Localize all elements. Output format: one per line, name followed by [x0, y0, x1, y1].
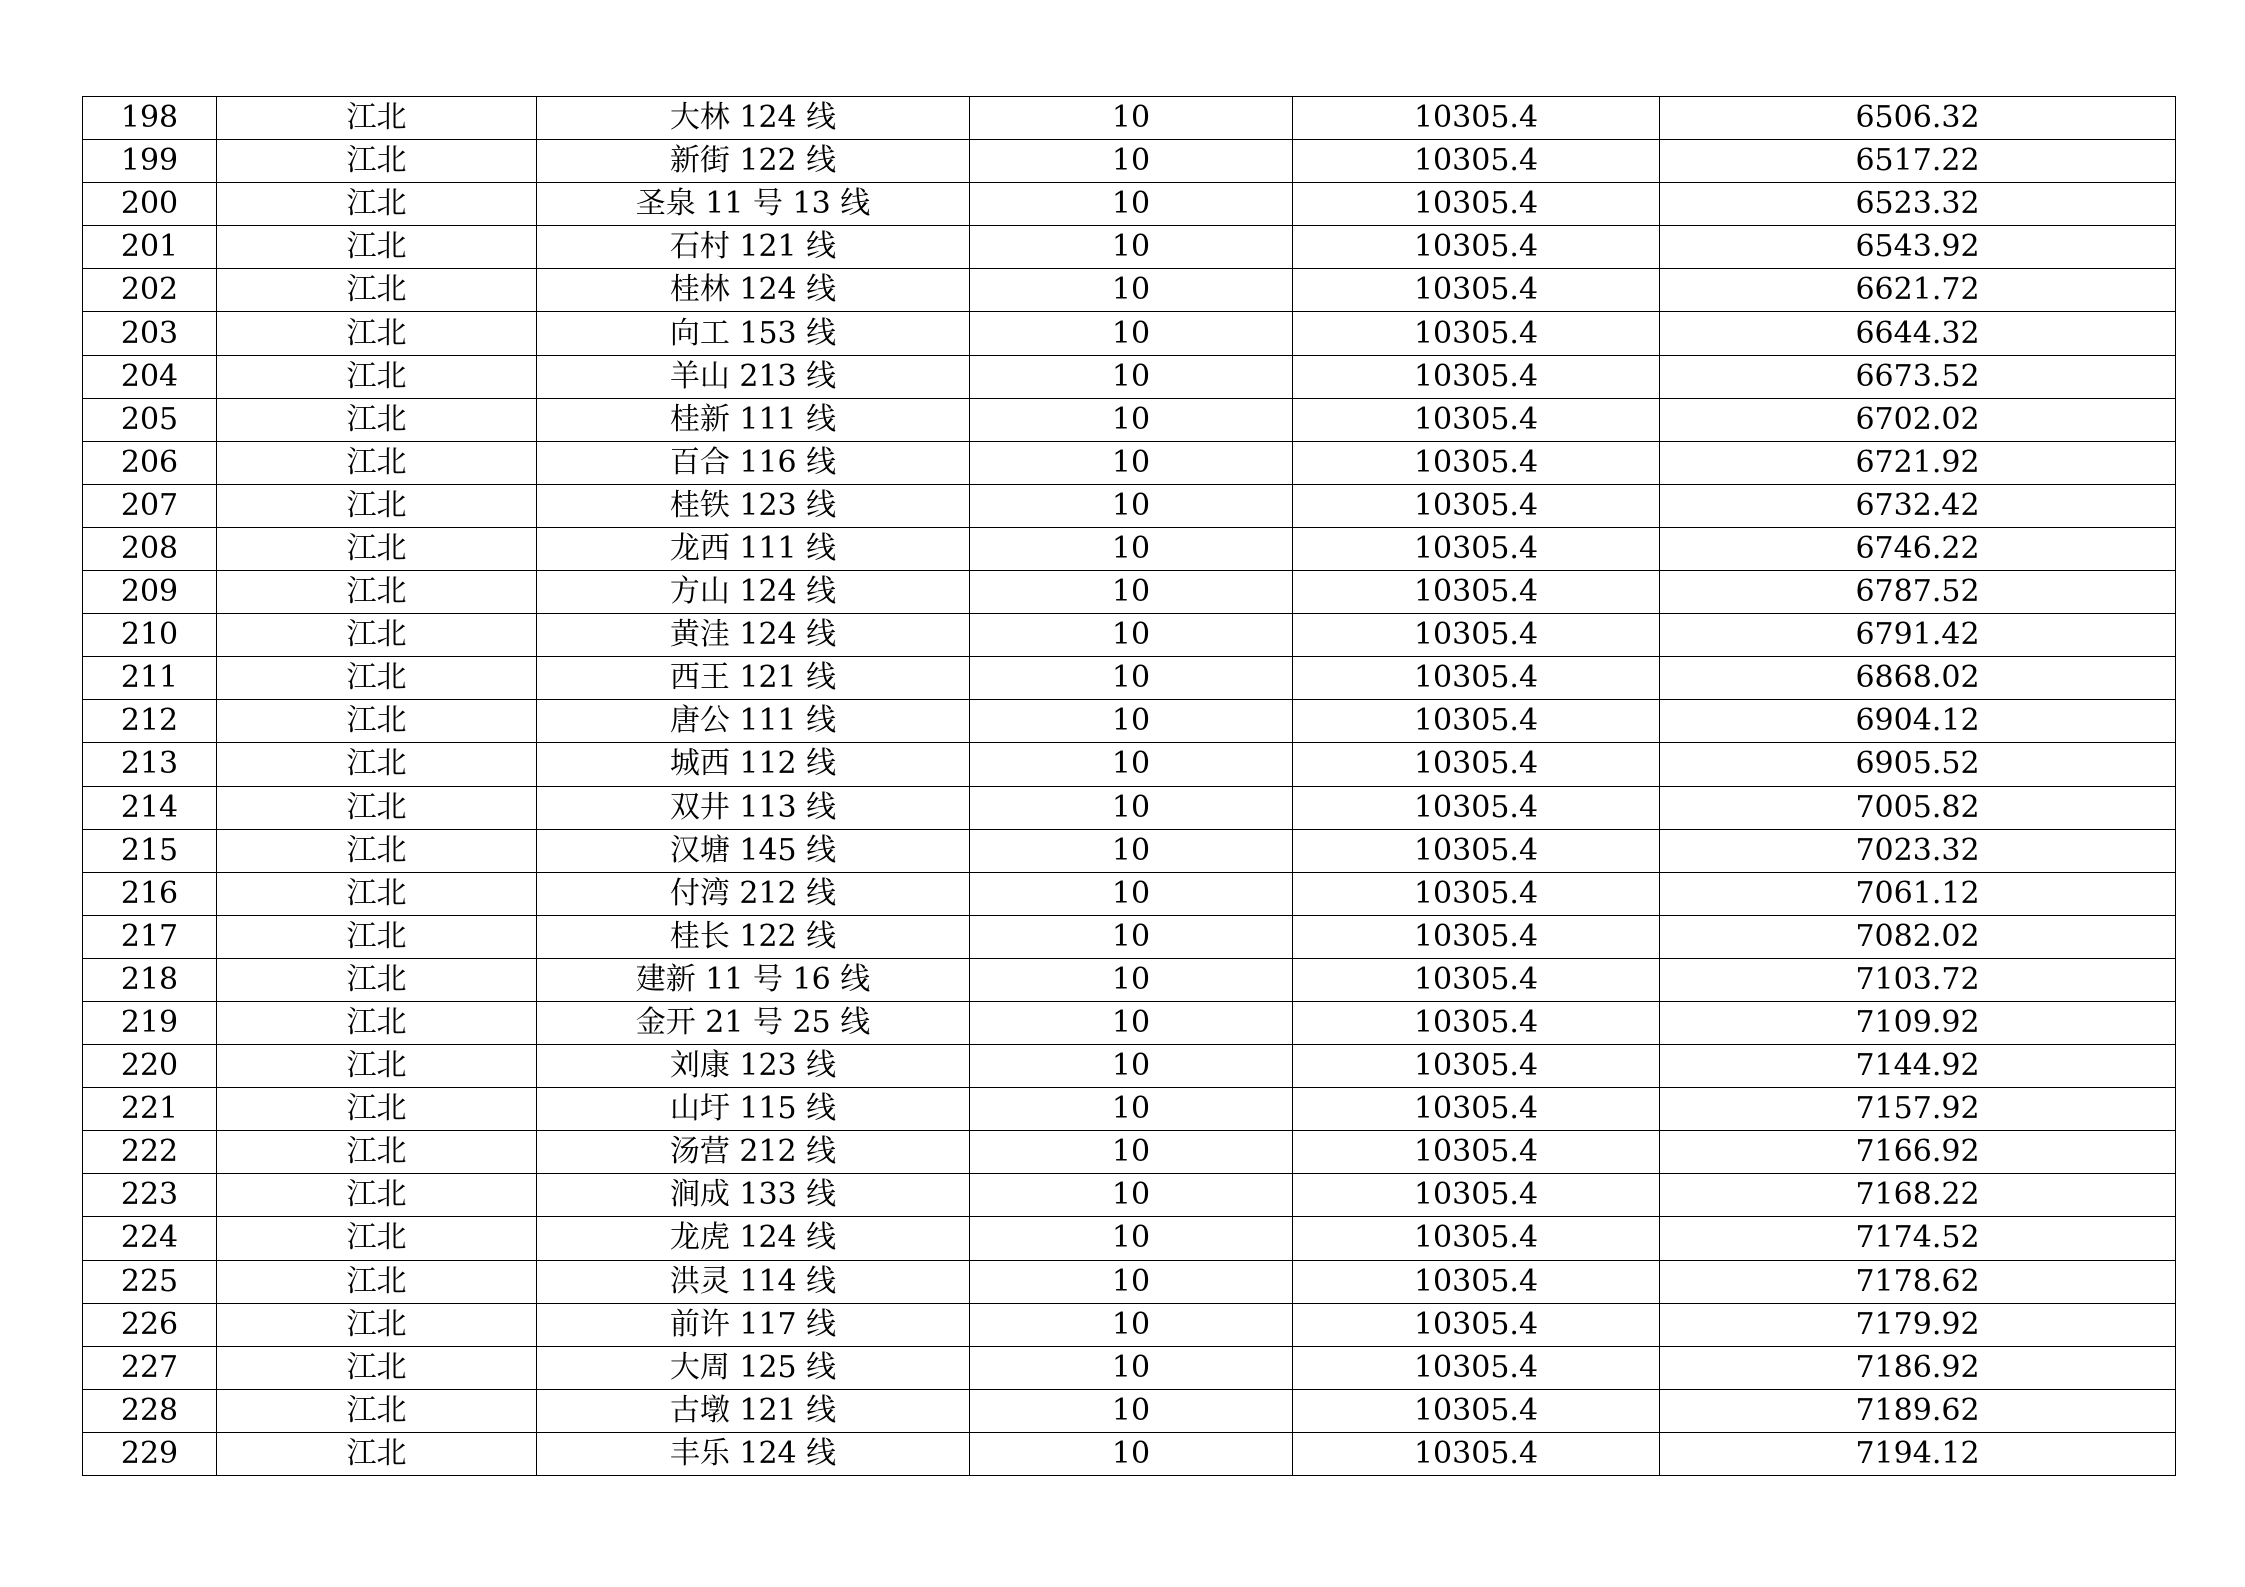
table-row: [83, 743, 2176, 786]
table-row: [83, 269, 2176, 312]
voltage-cell: 10: [970, 915, 1293, 958]
line-name-cell: 丰乐 124 线: [537, 1432, 970, 1475]
value-cell: 7023.32: [1660, 829, 2176, 872]
table-row: [83, 1045, 2176, 1088]
region-cell: 江北: [217, 1389, 537, 1432]
value-cell: 7174.52: [1660, 1217, 2176, 1260]
region-cell: 江北: [217, 355, 537, 398]
voltage-cell: 10: [970, 829, 1293, 872]
value-cell: 6702.02: [1660, 398, 2176, 441]
value-cell: 6621.72: [1660, 269, 2176, 312]
region-cell: 江北: [217, 1260, 537, 1303]
table-row: [83, 355, 2176, 398]
value-cell: 7178.62: [1660, 1260, 2176, 1303]
row-number-cell: 223: [83, 1174, 217, 1217]
region-cell: 江北: [217, 527, 537, 570]
line-name-cell: 石村 121 线: [537, 226, 970, 269]
table-row: [83, 958, 2176, 1001]
voltage-cell: 10: [970, 398, 1293, 441]
value-cell: 7168.22: [1660, 1174, 2176, 1217]
table-row: [83, 700, 2176, 743]
row-number-cell: 227: [83, 1346, 217, 1389]
line-name-cell: 龙虎 124 线: [537, 1217, 970, 1260]
table-row: [83, 398, 2176, 441]
row-number-cell: 199: [83, 140, 217, 183]
region-cell: 江北: [217, 1217, 537, 1260]
capacity-cell: 10305.4: [1293, 355, 1660, 398]
line-name-cell: 桂林 124 线: [537, 269, 970, 312]
table-row: [83, 226, 2176, 269]
table-row: [83, 441, 2176, 484]
table-row: [83, 614, 2176, 657]
capacity-cell: 10305.4: [1293, 872, 1660, 915]
value-cell: 7166.92: [1660, 1131, 2176, 1174]
capacity-cell: 10305.4: [1293, 1174, 1660, 1217]
value-cell: 6868.02: [1660, 657, 2176, 700]
capacity-cell: 10305.4: [1293, 398, 1660, 441]
line-name-cell: 大周 125 线: [537, 1346, 970, 1389]
row-number-cell: 228: [83, 1389, 217, 1432]
value-cell: 6517.22: [1660, 140, 2176, 183]
row-number-cell: 214: [83, 786, 217, 829]
value-cell: 7109.92: [1660, 1001, 2176, 1044]
region-cell: 江北: [217, 140, 537, 183]
table-body: [83, 97, 2176, 1476]
voltage-cell: 10: [970, 484, 1293, 527]
capacity-cell: 10305.4: [1293, 1303, 1660, 1346]
line-name-cell: 百合 116 线: [537, 441, 970, 484]
region-cell: 江北: [217, 700, 537, 743]
value-cell: 7194.12: [1660, 1432, 2176, 1475]
row-number-cell: 217: [83, 915, 217, 958]
table-row: [83, 829, 2176, 872]
line-name-cell: 西王 121 线: [537, 657, 970, 700]
voltage-cell: 10: [970, 269, 1293, 312]
row-number-cell: 202: [83, 269, 217, 312]
capacity-cell: 10305.4: [1293, 700, 1660, 743]
capacity-cell: 10305.4: [1293, 183, 1660, 226]
row-number-cell: 221: [83, 1088, 217, 1131]
line-name-cell: 洪灵 114 线: [537, 1260, 970, 1303]
row-number-cell: 210: [83, 614, 217, 657]
region-cell: 江北: [217, 1131, 537, 1174]
row-number-cell: 208: [83, 527, 217, 570]
row-number-cell: 219: [83, 1001, 217, 1044]
capacity-cell: 10305.4: [1293, 829, 1660, 872]
capacity-cell: 10305.4: [1293, 915, 1660, 958]
region-cell: 江北: [217, 657, 537, 700]
table-row: [83, 1389, 2176, 1432]
capacity-cell: 10305.4: [1293, 484, 1660, 527]
line-name-cell: 双井 113 线: [537, 786, 970, 829]
value-cell: 7005.82: [1660, 786, 2176, 829]
value-cell: 6905.52: [1660, 743, 2176, 786]
capacity-cell: 10305.4: [1293, 958, 1660, 1001]
row-number-cell: 198: [83, 97, 217, 140]
voltage-cell: 10: [970, 1346, 1293, 1389]
table-row: [83, 872, 2176, 915]
value-cell: 7157.92: [1660, 1088, 2176, 1131]
capacity-cell: 10305.4: [1293, 527, 1660, 570]
table-row: [83, 312, 2176, 355]
table-row: [83, 1001, 2176, 1044]
row-number-cell: 216: [83, 872, 217, 915]
line-name-cell: 前许 117 线: [537, 1303, 970, 1346]
row-number-cell: 212: [83, 700, 217, 743]
voltage-cell: 10: [970, 958, 1293, 1001]
row-number-cell: 204: [83, 355, 217, 398]
document-page: [82, 96, 2175, 1476]
capacity-cell: 10305.4: [1293, 1217, 1660, 1260]
capacity-cell: 10305.4: [1293, 786, 1660, 829]
voltage-cell: 10: [970, 614, 1293, 657]
row-number-cell: 211: [83, 657, 217, 700]
voltage-cell: 10: [970, 1432, 1293, 1475]
capacity-cell: 10305.4: [1293, 1260, 1660, 1303]
region-cell: 江北: [217, 1346, 537, 1389]
value-cell: 7103.72: [1660, 958, 2176, 1001]
line-name-cell: 羊山 213 线: [537, 355, 970, 398]
capacity-cell: 10305.4: [1293, 1088, 1660, 1131]
table-row: [83, 1303, 2176, 1346]
capacity-cell: 10305.4: [1293, 1045, 1660, 1088]
voltage-cell: 10: [970, 527, 1293, 570]
row-number-cell: 226: [83, 1303, 217, 1346]
table-row: [83, 1432, 2176, 1475]
row-number-cell: 200: [83, 183, 217, 226]
region-cell: 江北: [217, 786, 537, 829]
capacity-cell: 10305.4: [1293, 140, 1660, 183]
value-cell: 7179.92: [1660, 1303, 2176, 1346]
voltage-cell: 10: [970, 140, 1293, 183]
capacity-cell: 10305.4: [1293, 441, 1660, 484]
row-number-cell: 205: [83, 398, 217, 441]
value-cell: 7082.02: [1660, 915, 2176, 958]
capacity-cell: 10305.4: [1293, 226, 1660, 269]
line-name-cell: 桂新 111 线: [537, 398, 970, 441]
voltage-cell: 10: [970, 1260, 1293, 1303]
line-name-cell: 方山 124 线: [537, 571, 970, 614]
region-cell: 江北: [217, 743, 537, 786]
value-cell: 6746.22: [1660, 527, 2176, 570]
capacity-cell: 10305.4: [1293, 1389, 1660, 1432]
table-row: [83, 183, 2176, 226]
value-cell: 6506.32: [1660, 97, 2176, 140]
voltage-cell: 10: [970, 355, 1293, 398]
region-cell: 江北: [217, 441, 537, 484]
table-row: [83, 786, 2176, 829]
row-number-cell: 222: [83, 1131, 217, 1174]
voltage-cell: 10: [970, 97, 1293, 140]
line-name-cell: 龙西 111 线: [537, 527, 970, 570]
table-row: [83, 1346, 2176, 1389]
line-name-cell: 建新 11 号 16 线: [537, 958, 970, 1001]
region-cell: 江北: [217, 1174, 537, 1217]
capacity-cell: 10305.4: [1293, 1131, 1660, 1174]
value-cell: 6543.92: [1660, 226, 2176, 269]
region-cell: 江北: [217, 1088, 537, 1131]
voltage-cell: 10: [970, 1303, 1293, 1346]
table-row: [83, 1174, 2176, 1217]
region-cell: 江北: [217, 958, 537, 1001]
region-cell: 江北: [217, 1045, 537, 1088]
line-name-cell: 古墩 121 线: [537, 1389, 970, 1432]
region-cell: 江北: [217, 226, 537, 269]
voltage-cell: 10: [970, 700, 1293, 743]
region-cell: 江北: [217, 829, 537, 872]
row-number-cell: 224: [83, 1217, 217, 1260]
region-cell: 江北: [217, 484, 537, 527]
voltage-cell: 10: [970, 183, 1293, 226]
value-cell: 7061.12: [1660, 872, 2176, 915]
line-name-cell: 山圩 115 线: [537, 1088, 970, 1131]
row-number-cell: 225: [83, 1260, 217, 1303]
value-cell: 6673.52: [1660, 355, 2176, 398]
row-number-cell: 207: [83, 484, 217, 527]
capacity-cell: 10305.4: [1293, 97, 1660, 140]
voltage-cell: 10: [970, 571, 1293, 614]
voltage-cell: 10: [970, 1217, 1293, 1260]
line-name-cell: 金开 21 号 25 线: [537, 1001, 970, 1044]
row-number-cell: 218: [83, 958, 217, 1001]
table-row: [83, 140, 2176, 183]
table-row: [83, 1217, 2176, 1260]
capacity-cell: 10305.4: [1293, 1346, 1660, 1389]
region-cell: 江北: [217, 1432, 537, 1475]
line-name-cell: 唐公 111 线: [537, 700, 970, 743]
region-cell: 江北: [217, 269, 537, 312]
capacity-cell: 10305.4: [1293, 269, 1660, 312]
capacity-cell: 10305.4: [1293, 743, 1660, 786]
value-cell: 6644.32: [1660, 312, 2176, 355]
capacity-cell: 10305.4: [1293, 614, 1660, 657]
voltage-cell: 10: [970, 1001, 1293, 1044]
region-cell: 江北: [217, 97, 537, 140]
row-number-cell: 213: [83, 743, 217, 786]
table-row: [83, 1131, 2176, 1174]
value-cell: 7186.92: [1660, 1346, 2176, 1389]
voltage-cell: 10: [970, 872, 1293, 915]
region-cell: 江北: [217, 915, 537, 958]
voltage-cell: 10: [970, 657, 1293, 700]
row-number-cell: 201: [83, 226, 217, 269]
voltage-cell: 10: [970, 743, 1293, 786]
table-row: [83, 1088, 2176, 1131]
region-cell: 江北: [217, 614, 537, 657]
row-number-cell: 209: [83, 571, 217, 614]
line-name-cell: 大林 124 线: [537, 97, 970, 140]
value-cell: 6732.42: [1660, 484, 2176, 527]
line-name-cell: 桂铁 123 线: [537, 484, 970, 527]
line-name-cell: 向工 153 线: [537, 312, 970, 355]
value-cell: 7144.92: [1660, 1045, 2176, 1088]
table-row: [83, 527, 2176, 570]
table-row: [83, 571, 2176, 614]
table-row: [83, 915, 2176, 958]
region-cell: 江北: [217, 398, 537, 441]
value-cell: 6904.12: [1660, 700, 2176, 743]
capacity-cell: 10305.4: [1293, 657, 1660, 700]
row-number-cell: 229: [83, 1432, 217, 1475]
region-cell: 江北: [217, 183, 537, 226]
value-cell: 6791.42: [1660, 614, 2176, 657]
capacity-cell: 10305.4: [1293, 312, 1660, 355]
voltage-cell: 10: [970, 1088, 1293, 1131]
line-name-cell: 付湾 212 线: [537, 872, 970, 915]
voltage-cell: 10: [970, 1045, 1293, 1088]
line-name-cell: 黄洼 124 线: [537, 614, 970, 657]
value-cell: 6787.52: [1660, 571, 2176, 614]
line-name-cell: 圣泉 11 号 13 线: [537, 183, 970, 226]
voltage-cell: 10: [970, 312, 1293, 355]
table-row: [83, 1260, 2176, 1303]
region-cell: 江北: [217, 1001, 537, 1044]
row-number-cell: 215: [83, 829, 217, 872]
line-name-cell: 城西 112 线: [537, 743, 970, 786]
region-cell: 江北: [217, 1303, 537, 1346]
row-number-cell: 220: [83, 1045, 217, 1088]
voltage-cell: 10: [970, 1131, 1293, 1174]
region-cell: 江北: [217, 571, 537, 614]
voltage-cell: 10: [970, 441, 1293, 484]
table-row: [83, 97, 2176, 140]
voltage-cell: 10: [970, 1174, 1293, 1217]
region-cell: 江北: [217, 872, 537, 915]
value-cell: 7189.62: [1660, 1389, 2176, 1432]
table-row: [83, 657, 2176, 700]
capacity-cell: 10305.4: [1293, 571, 1660, 614]
data-table: [82, 96, 2176, 1476]
table-row: [83, 484, 2176, 527]
value-cell: 6721.92: [1660, 441, 2176, 484]
line-name-cell: 桂长 122 线: [537, 915, 970, 958]
row-number-cell: 206: [83, 441, 217, 484]
voltage-cell: 10: [970, 786, 1293, 829]
line-name-cell: 涧成 133 线: [537, 1174, 970, 1217]
voltage-cell: 10: [970, 226, 1293, 269]
region-cell: 江北: [217, 312, 537, 355]
value-cell: 6523.32: [1660, 183, 2176, 226]
line-name-cell: 汤营 212 线: [537, 1131, 970, 1174]
voltage-cell: 10: [970, 1389, 1293, 1432]
capacity-cell: 10305.4: [1293, 1432, 1660, 1475]
line-name-cell: 汉塘 145 线: [537, 829, 970, 872]
line-name-cell: 新街 122 线: [537, 140, 970, 183]
line-name-cell: 刘康 123 线: [537, 1045, 970, 1088]
row-number-cell: 203: [83, 312, 217, 355]
capacity-cell: 10305.4: [1293, 1001, 1660, 1044]
